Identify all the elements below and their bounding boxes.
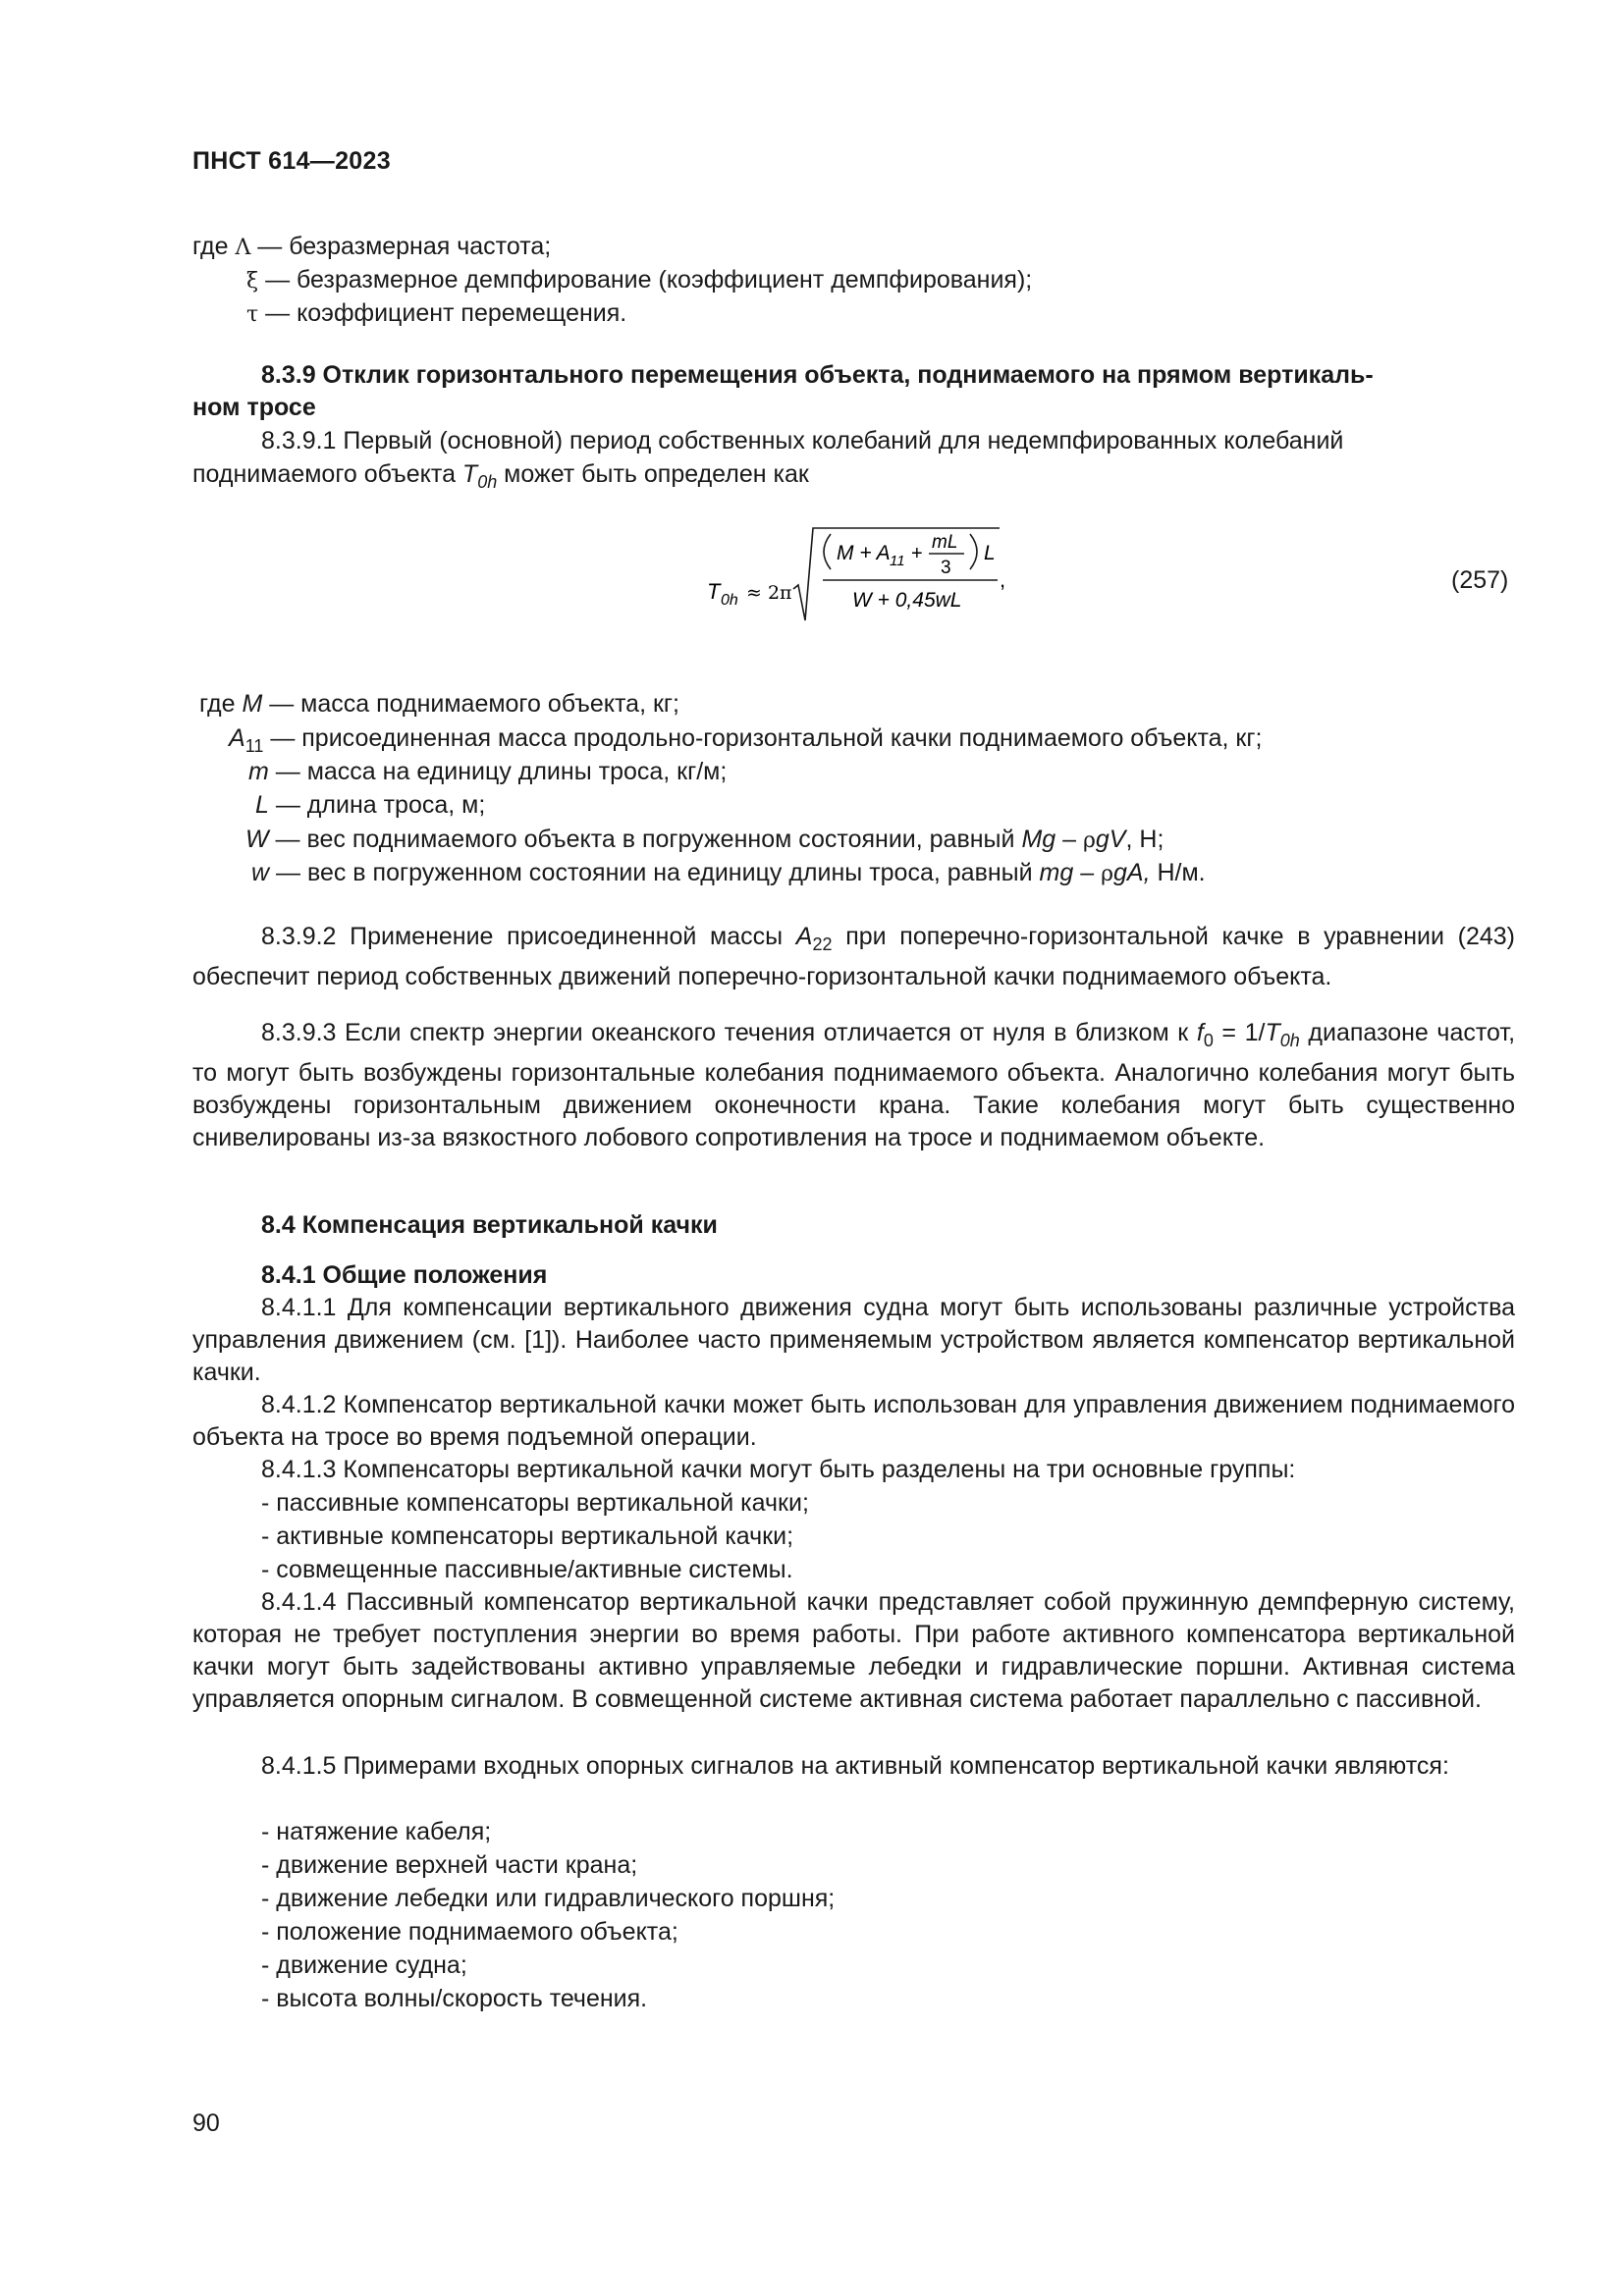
page-number: 90 [192, 2109, 220, 2137]
where-line-xi: ξ — безразмерное демпфирование (коэффициент демпфирования); [246, 266, 1033, 294]
paragraph-8-3-9-3: 8.3.9.3 Если спектр энергии океанского течения отличается от нуля в близком к $f_0 = 1/T_{0h}$ диапазоне частот, то могут быть возбуждены горизонтальные колебания поднимаемого объекта. Аналогично колебания могут быть возбуждены горизонтальным движением оконечности крана. Такие колебания могут быть существенно снивелированы из-за вязкостного лобового сопротивления на тросе и поднимаемом объекте. [192, 1019, 1516, 1151]
left-paren [824, 534, 831, 569]
formula-lhs-sub: 0h [721, 592, 738, 609]
where-line-A11: $A_{11}$ — присоединенная масса продольно-горизонтальной качки поднимаемого объекта, кг; [229, 724, 1263, 756]
section-heading-8-3-9: 8.3.9 Отклик горизонтального перемещения объекта, поднимаемого на прямом вертикаль- [261, 361, 1374, 389]
list-item: - движение лебедки или гидравлического поршня; [261, 1885, 836, 1912]
paragraph-8-4-1-3: 8.4.1.3 Компенсаторы вертикальной качки могут быть разделены на три основные группы: [261, 1456, 1296, 1483]
list-item: - совмещенные пассивные/активные системы. [261, 1556, 793, 1583]
list-item: - движение судна; [261, 1951, 467, 1979]
formula-frac-den: 3 [941, 558, 951, 578]
paragraph-8-3-9-1-line2: поднимаемого объекта $T_{0h}$ может быть определен как [192, 460, 809, 492]
where-line-M: где M — масса поднимаемого объекта, кг; [199, 690, 679, 718]
section-heading-8-3-9-cont: ном тросе [192, 394, 316, 421]
where-line-W: W — вес поднимаемого объекта в погруженном состоянии, равный Mg – ρgV, Н; [245, 826, 1164, 853]
list-item: - движение верхней части крана; [261, 1851, 638, 1879]
list-item: - пассивные компенсаторы вертикальной качки; [261, 1489, 809, 1517]
list-item: - активные компенсаторы вертикальной качки; [261, 1522, 794, 1550]
standard-designation: ПНСТ 614—2023 [192, 147, 391, 175]
list-item: - положение поднимаемого объекта; [261, 1918, 678, 1946]
formula-lhs-var: T [707, 579, 721, 604]
paragraph-8-3-9-2: 8.3.9.2 Применение присоединенной массы $A_{22}$ при поперечно-горизонтальной качке в уравнении (243) обеспечит период собственных движений поперечно-горизонтальной качки поднимаемого объекта. [192, 923, 1515, 990]
formula-257 [687, 510, 1021, 628]
formula-comma: , [1000, 567, 1006, 592]
equation-number: (257) [1451, 566, 1509, 594]
paragraph-8-4-1-4: 8.4.1.4 Пассивный компенсатор вертикальной качки представляет собой пружинную демпферную систему, которая не требует поступления энергии во время работы. При работе активного компенсатора вертикальной качки могут быть задействованы активно управляемые лебедки и гидравлические поршни. Активная система управляется опорным сигналом. В совмещенной системе активная система работает параллельно с пассивной. [192, 1588, 1515, 1713]
formula-num-sub: 11 [890, 553, 905, 569]
paragraph-8-4-1-2: 8.4.1.2 Компенсатор вертикальной качки может быть использован для управления движением поднимаемого объекта на тросе во время подъемной операции. [192, 1391, 1515, 1451]
list-item: - натяжение кабеля; [261, 1818, 492, 1845]
formula-num-L: L [984, 542, 996, 564]
formula-frac-num: mL [932, 532, 958, 553]
where-line-w: w — вес в погруженном состоянии на единицу длины троса, равный mg – ρgA, Н/м. [251, 859, 1206, 886]
where-line-lambda: где Λ — безразмерная частота; [192, 233, 552, 260]
list-item: - высота волны/скорость течения. [261, 1985, 648, 2012]
formula-denominator: W + 0,45wL [852, 589, 962, 612]
formula-num-mass: M + A [837, 542, 891, 564]
where-line-L: L — длина троса, м; [255, 791, 486, 819]
paragraph-8-4-1-5: 8.4.1.5 Примерами входных опорных сигналов на активный компенсатор вертикальной качки являются: [261, 1752, 1449, 1780]
section-heading-8-4-1: 8.4.1 Общие положения [261, 1261, 548, 1289]
formula-approx: ≈ 2π [746, 582, 792, 604]
paragraph-8-3-9-1-line1: 8.3.9.1 Первый (основной) период собственных колебаний для недемпфированных колебаний [261, 427, 1344, 454]
right-paren [970, 534, 977, 569]
paragraph-8-4-1-1: 8.4.1.1 Для компенсации вертикального движения судна могут быть использованы различные устройства управления движением (см. [1]). Наиболее часто применяемым устройством является компенсатор вертикальной качки. [192, 1294, 1515, 1386]
formula-num-plus: + [911, 543, 923, 564]
where-line-m: m — масса на единицу длины троса, кг/м; [248, 758, 728, 785]
section-heading-8-4: 8.4 Компенсация вертикальной качки [261, 1211, 718, 1239]
where-line-tau: τ — коэффициент перемещения. [246, 299, 627, 327]
